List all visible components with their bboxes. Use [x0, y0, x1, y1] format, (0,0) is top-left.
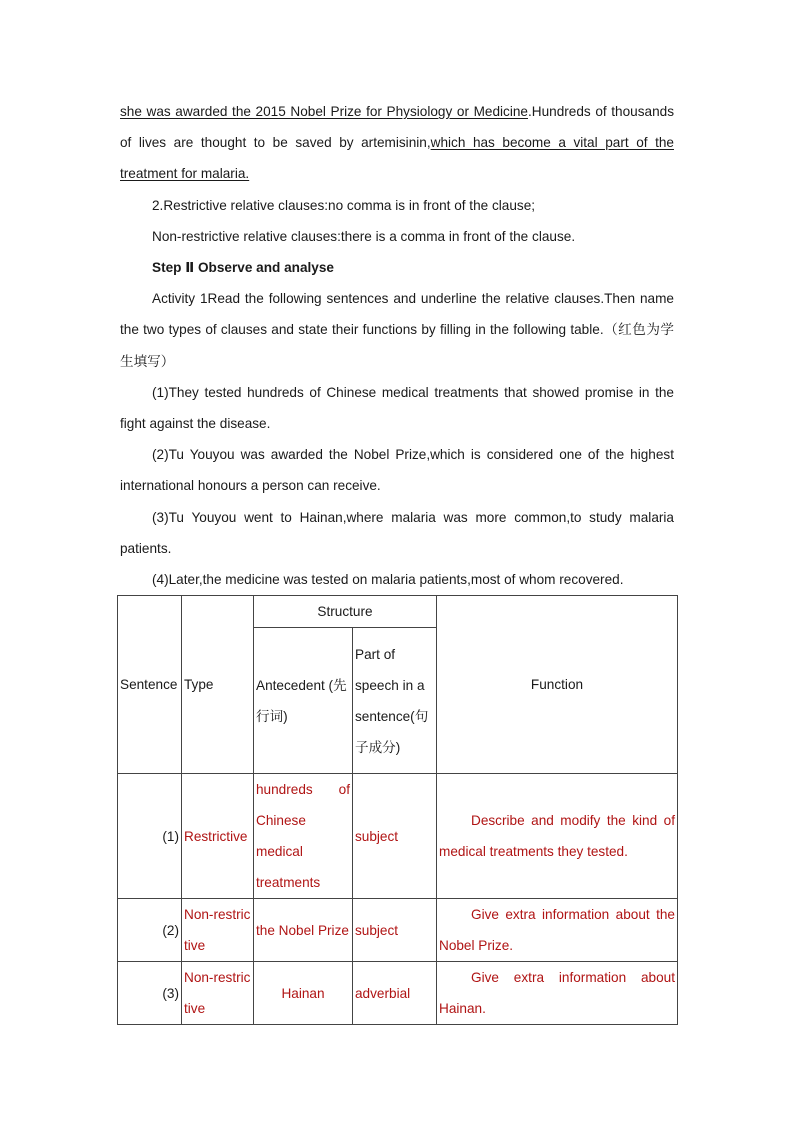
header-antecedent: Antecedent (先行词) — [254, 628, 353, 774]
restrictive-rule: 2.Restrictive relative clauses:no comma is in front of the clause; — [152, 197, 536, 213]
underlined-clause-nobel: she was awarded the 2015 Nobel Prize for Physiology or Medicine — [120, 104, 528, 119]
clause-analysis-table — [117, 595, 678, 1025]
row-type: Restrictive — [182, 774, 254, 899]
row-sentence: (3) — [118, 962, 182, 1025]
example-sentence-1: (1)They tested hundreds of Chinese medical treatments that showed promise in the fight against the disease. — [120, 384, 674, 432]
example-sentence-2: (2)Tu Youyou was awarded the Nobel Prize,which is considered one of the highest international honours a person can receive. — [120, 447, 674, 494]
header-function: Function — [437, 596, 678, 774]
header-part-of-speech: Part of speech in a sentence(句子成分) — [353, 628, 437, 774]
table-row — [118, 899, 678, 962]
paragraph-artemisinin — [120, 96, 674, 190]
header-type: Type — [182, 596, 254, 774]
example-sentence-3: (3)Tu Youyou went to Hainan,where malaria was more common,to study malaria patients. — [120, 509, 674, 556]
row-sentence: (1) — [118, 774, 182, 899]
row-function: Give extra information about Hainan. — [437, 962, 678, 1025]
example-sentence-4: (4)Later,the medicine was tested on malaria patients,most of whom recovered. — [152, 572, 624, 588]
row-part-of-speech: subject — [353, 774, 437, 899]
paragraph-text: .Hundreds of thousands of lives are thought to be saved by artemisinin, — [120, 104, 674, 151]
non-restrictive-rule: Non-restrictive relative clauses:there is a comma in front of the clause. — [152, 228, 576, 244]
row-part-of-speech: adverbial — [353, 962, 437, 1025]
underlined-clause-vital-part: which has become a vital part of the treatment for malaria. — [120, 135, 674, 182]
header-structure: Structure — [254, 596, 437, 628]
row-antecedent: hundreds of Chinese medical treatments — [254, 774, 353, 899]
row-antecedent: the Nobel Prize — [254, 899, 353, 962]
activity-instructions: Activity 1Read the following sentences and underline the relative clauses.Then name the two types of clauses and state their functions by filling in the following table.（红色为学生填写） — [120, 291, 674, 369]
document-body — [120, 96, 674, 595]
step-heading: Step Ⅱ Observe and analyse — [152, 260, 334, 276]
row-type: Non-restrictive — [182, 962, 254, 1025]
row-type: Non-restrictive — [182, 899, 254, 962]
row-function: Give extra information about the Nobel Prize. — [437, 899, 678, 962]
row-antecedent: Hainan — [254, 962, 353, 1025]
row-function: Describe and modify the kind of medical treatments they tested. — [437, 774, 678, 899]
header-sentence: Sentence — [118, 596, 182, 774]
table-row — [118, 774, 678, 899]
row-sentence: (2) — [118, 899, 182, 962]
table-row — [118, 962, 678, 1025]
row-part-of-speech: subject — [353, 899, 437, 962]
